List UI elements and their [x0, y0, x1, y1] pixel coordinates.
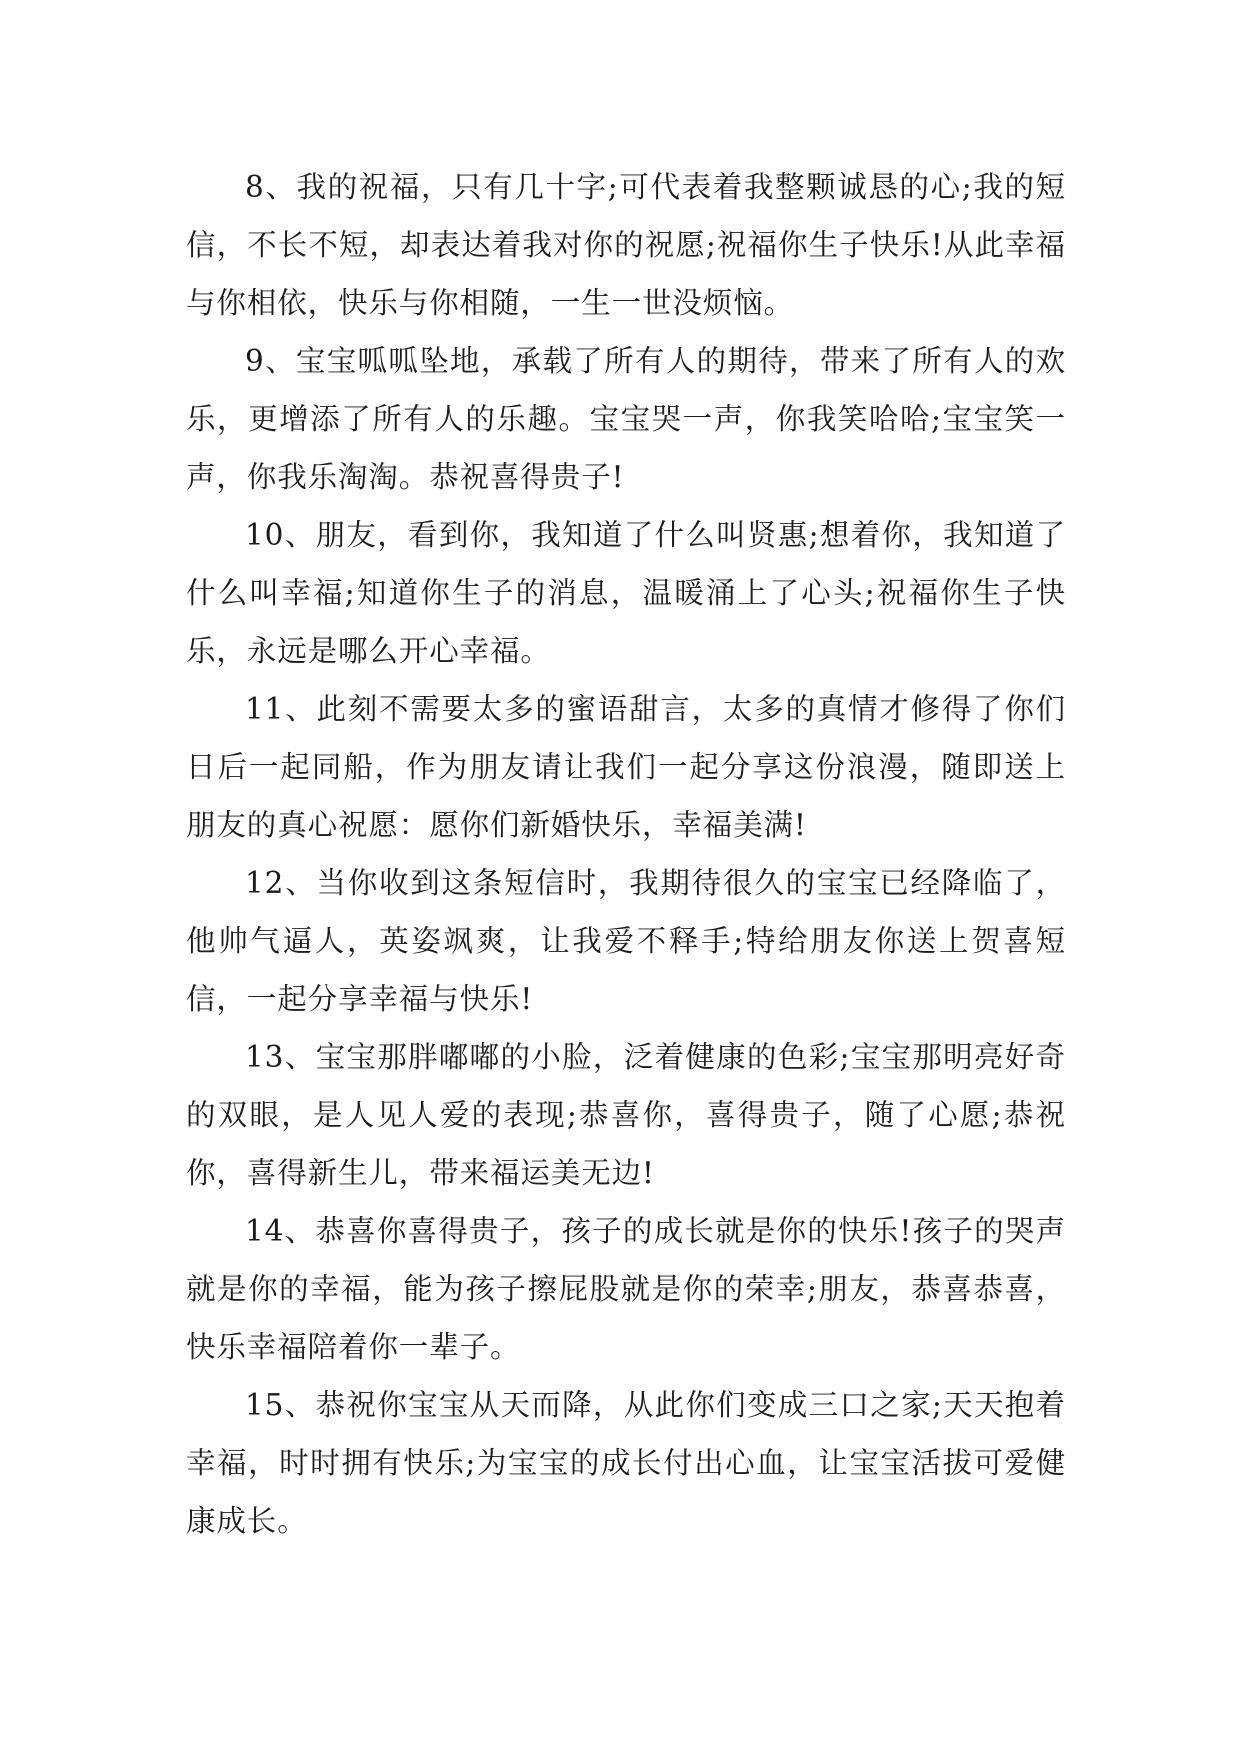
paragraph-8: 8、我的祝福，只有几十字;可代表着我整颗诚恳的心;我的短信，不长不短，却表达着我对你的祝愿;祝福你生子快乐!从此幸福与你相依，快乐与你相随，一生一世没烦恼。 — [186, 170, 1066, 320]
paragraph-15: 15、恭祝你宝宝从天而降，从此你们变成三口之家;天天抱着幸福，时时拥有快乐;为宝宝的成长付出心血，让宝宝活拔可爱健康成长。 — [186, 1388, 1066, 1538]
paragraph-9: 9、宝宝呱呱坠地，承载了所有人的期待，带来了所有人的欢乐，更增添了所有人的乐趣。宝宝哭一声，你我笑哈哈;宝宝笑一声，你我乐淘淘。恭祝喜得贵子! — [186, 344, 1066, 494]
paragraph-10: 10、朋友，看到你，我知道了什么叫贤惠;想着你，我知道了什么叫幸福;知道你生子的消息，温暖涌上了心头;祝福你生子快乐，永远是哪么开心幸福。 — [186, 518, 1066, 668]
paragraph-13: 13、宝宝那胖嘟嘟的小脸，泛着健康的色彩;宝宝那明亮好奇的双眼，是人见人爱的表现;恭喜你，喜得贵子，随了心愿;恭祝你，喜得新生儿，带来福运美无边! — [186, 1040, 1066, 1190]
paragraph-14: 14、恭喜你喜得贵子，孩子的成长就是你的快乐!孩子的哭声就是你的幸福，能为孩子擦屁股就是你的荣幸;朋友，恭喜恭喜，快乐幸福陪着你一辈子。 — [186, 1214, 1066, 1364]
paragraph-12: 12、当你收到这条短信时，我期待很久的宝宝已经降临了，他帅气逼人，英姿飒爽，让我爱不释手;特给朋友你送上贺喜短信，一起分享幸福与快乐! — [186, 866, 1066, 1016]
document-body — [186, 158, 1066, 1550]
paragraph-11: 11、此刻不需要太多的蜜语甜言，太多的真情才修得了你们日后一起同船，作为朋友请让我们一起分享这份浪漫，随即送上朋友的真心祝愿：愿你们新婚快乐，幸福美满! — [186, 692, 1066, 842]
